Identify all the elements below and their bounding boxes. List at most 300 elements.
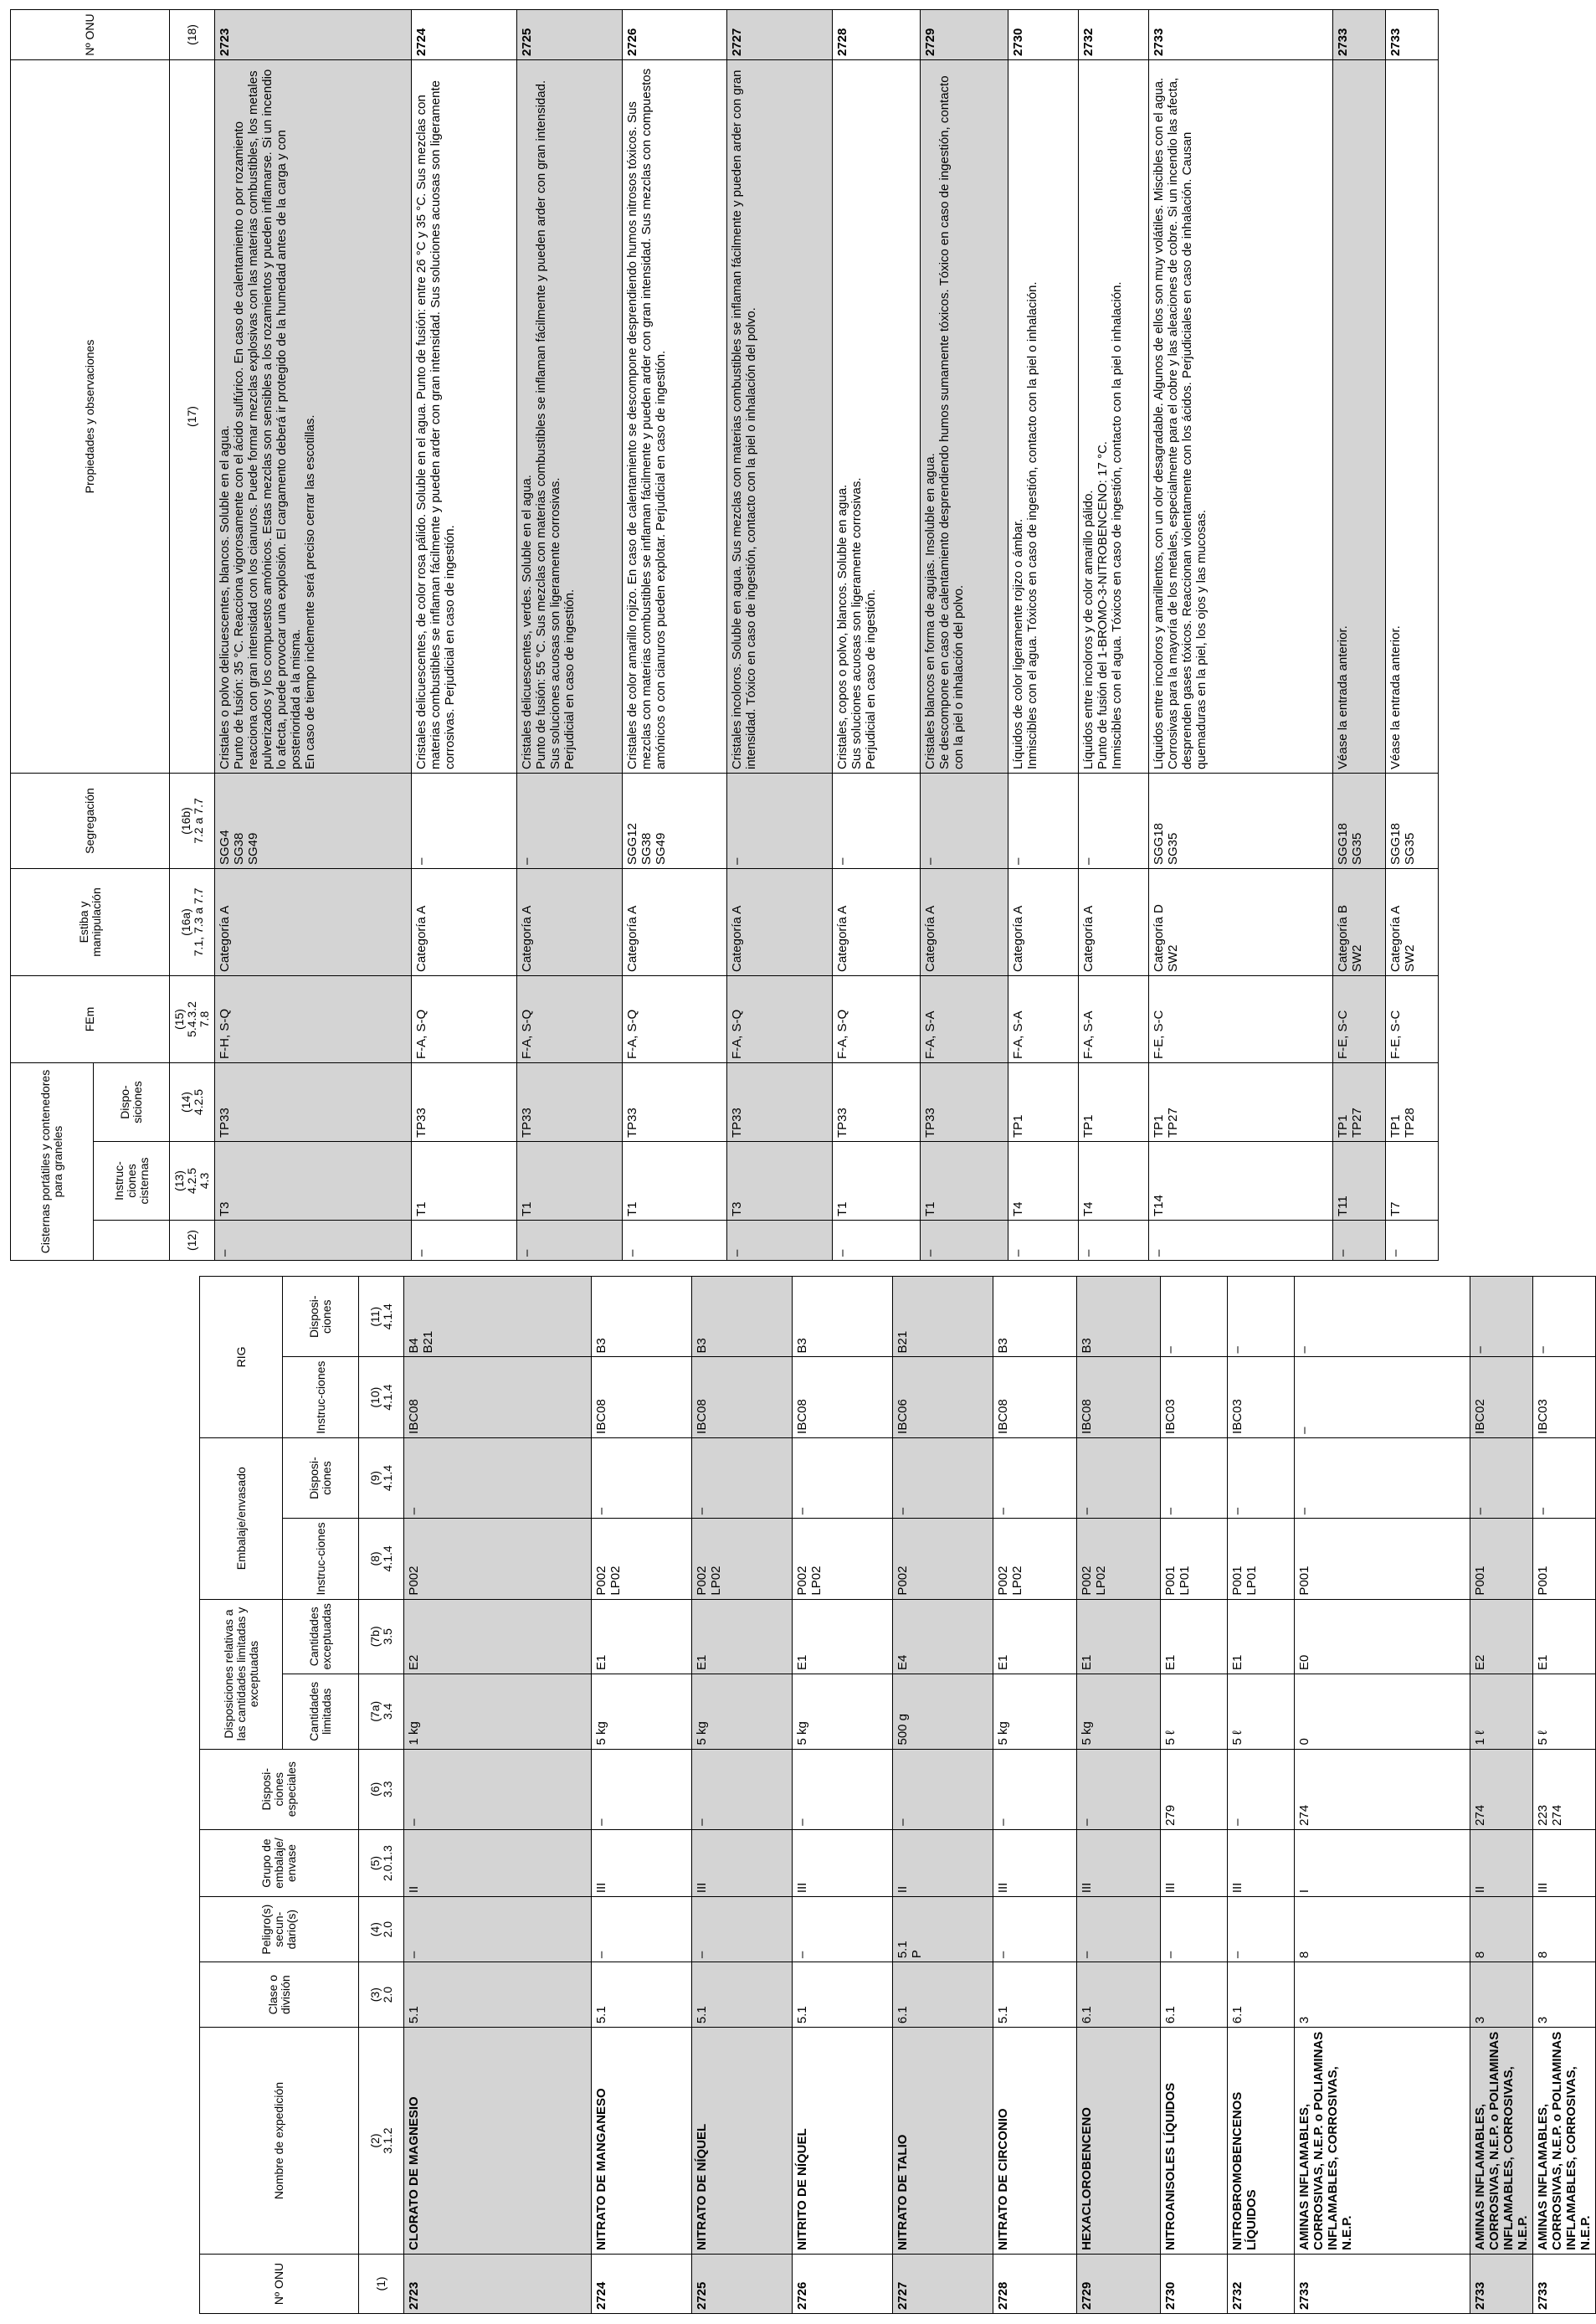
table-row — [1161, 1277, 1228, 2314]
cell-pg: III — [1533, 1829, 1596, 1896]
cell-c13: T1 — [411, 1142, 516, 1221]
cell-sp: 279 — [1161, 1749, 1228, 1829]
cell-pp: – — [1161, 1437, 1228, 1518]
cell-ibcp: B3 — [993, 1277, 1077, 1357]
cell-pi: P002 LP02 — [592, 1519, 692, 1599]
cell-ibc: IBC02 — [1470, 1357, 1533, 1437]
cell-c12: – — [215, 1221, 412, 1261]
cell-ibc: IBC08 — [793, 1357, 893, 1437]
cell-c17: Líquidos de color ligeramente rojizo o ámbar. Inmiscibles con el agua. Tóxicos en caso de ingestión, contacto con la piel o inhalación. — [1008, 60, 1079, 774]
cell-c12: – — [622, 1221, 727, 1261]
cell-sp: – — [993, 1749, 1077, 1829]
cell-lq: 5 kg — [993, 1674, 1077, 1749]
header-packing-provisions: Disposi-ciones — [283, 1437, 359, 1518]
cell-lq: 1 kg — [404, 1674, 592, 1749]
cell-pp: – — [1077, 1437, 1161, 1518]
cell-pg: III — [1161, 1829, 1228, 1896]
cell-un: 2729 — [1077, 2254, 1161, 2313]
cell-sub: 8 — [1295, 1897, 1470, 1962]
header-properties: Propiedades y observaciones — [11, 60, 170, 774]
table-row — [727, 10, 833, 1261]
cell-sp: – — [404, 1749, 592, 1829]
cell-pg: II — [1470, 1829, 1533, 1896]
cell-name: NITRATO DE CIRCONIO — [993, 2028, 1077, 2255]
cell-c13: T3 — [215, 1142, 412, 1221]
cell-c14: TP1 — [1008, 1063, 1079, 1142]
header-ibc-group: RIG — [200, 1277, 283, 1438]
cell-pg: III — [592, 1829, 692, 1896]
cell-cls: 6.1 — [1228, 1962, 1295, 2028]
cell-c18: 2727 — [727, 10, 833, 60]
left-table-body — [404, 1277, 1596, 2314]
cell-ibcp: B3 — [1077, 1277, 1161, 1357]
header-limited-quantities: Cantidades limitadas — [283, 1674, 359, 1749]
cell-c14: TP33 — [921, 1063, 1008, 1142]
cell-pi: P001 LP01 — [1228, 1519, 1295, 1599]
cell-cls: 5.1 — [404, 1962, 592, 2028]
colnum-2: (2) 3.1.2 — [359, 2028, 404, 2255]
header-packing-group: Grupo de embalaje/ envase — [200, 1829, 359, 1896]
cell-sub: – — [592, 1897, 692, 1962]
colnum-4: (4) 2.0 — [359, 1897, 404, 1962]
cell-c16b: – — [411, 774, 516, 869]
cell-eq: E1 — [1077, 1599, 1161, 1674]
cell-pi: P001 LP01 — [1161, 1519, 1228, 1599]
cell-eq: E1 — [1161, 1599, 1228, 1674]
cell-c18: 2733 — [1333, 10, 1386, 60]
cell-c15: F-A, S-Q — [411, 976, 516, 1063]
cell-c18: 2723 — [215, 10, 412, 60]
cell-c17: Cristales blancos en forma de agujas. Insoluble en agua. Se descompone en caso de calentamiento desprendiendo humos sumamente tóxicos. Tóxico en caso de ingestión, contacto con la piel o inhalación del polvo. — [921, 60, 1008, 774]
header-shipping-name: Nombre de expedición — [200, 2028, 359, 2255]
cell-name: NITROANISOLES LÍQUIDOS — [1161, 2028, 1228, 2255]
cell-pg: II — [893, 1829, 993, 1896]
cell-un: 2727 — [893, 2254, 993, 2313]
cell-pp: – — [404, 1437, 592, 1518]
cell-c15: F-A, S-A — [1078, 976, 1148, 1063]
cell-c15: F-A, S-Q — [516, 976, 622, 1063]
cell-cls: 5.1 — [692, 1962, 793, 2028]
cell-pi: P002 LP02 — [692, 1519, 793, 1599]
cell-eq: E0 — [1295, 1599, 1470, 1674]
colnum-18: (18) — [170, 10, 215, 60]
header-un-number: Nº ONU — [200, 2254, 359, 2313]
cell-ibcp: B4 B21 — [404, 1277, 592, 1357]
colnum-16a: (16a) 7.1, 7.3 a 7.7 — [170, 869, 215, 976]
cell-pi: P002 LP02 — [793, 1519, 893, 1599]
colnum-9: (9) 4.1.4 — [359, 1437, 404, 1518]
cell-c12: – — [921, 1221, 1008, 1261]
cell-c16b: – — [516, 774, 622, 869]
colnum-8: (8) 4.1.4 — [359, 1519, 404, 1599]
colnum-3: (3) 2.0 — [359, 1962, 404, 2028]
cell-c17: Cristales delicuescentes, de color rosa pálido. Soluble en el agua. Punto de fusión: entre 26 °C y 35 °C. Sus mezclas con materias combustibles se inflaman fácilmente y pueden arder con gran intensidad. Sus soluciones acuosas son ligeramente corrosivas. Perjudicial en caso de ingestión. — [411, 60, 516, 774]
cell-c18: 2733 — [1385, 10, 1438, 60]
table-row — [993, 1277, 1077, 2314]
cell-pp: – — [592, 1437, 692, 1518]
header-ibc-provisions: Disposi-ciones — [283, 1277, 359, 1357]
cell-cls: 6.1 — [1077, 1962, 1161, 2028]
cell-pi: P001 — [1470, 1519, 1533, 1599]
colnum-14: (14) 4.2.5 — [170, 1063, 215, 1142]
cell-c18: 2724 — [411, 10, 516, 60]
cell-eq: E1 — [592, 1599, 692, 1674]
cell-ibcp: B3 — [692, 1277, 793, 1357]
cell-c16a: Categoría A — [622, 869, 727, 976]
colnum-7b: (7b) 3.5 — [359, 1599, 404, 1674]
cell-un: 2725 — [692, 2254, 793, 2313]
cell-c14: TP1 TP28 — [1385, 1063, 1438, 1142]
cell-c12: – — [833, 1221, 921, 1261]
cell-c12: – — [1078, 1221, 1148, 1261]
cell-cls: 3 — [1470, 1962, 1533, 2028]
colnum-5: (5) 2.0.1.3 — [359, 1829, 404, 1896]
cell-sp: – — [692, 1749, 793, 1829]
cell-c18: 2729 — [921, 10, 1008, 60]
table-row — [1008, 10, 1079, 1261]
table-row — [215, 10, 412, 1261]
cell-pi: P002 LP02 — [993, 1519, 1077, 1599]
cell-c18: 2732 — [1078, 10, 1148, 60]
cell-c12: – — [727, 1221, 833, 1261]
table-row — [1077, 1277, 1161, 2314]
cell-sub: – — [993, 1897, 1077, 1962]
cell-sp: – — [793, 1749, 893, 1829]
table-row — [1470, 1277, 1533, 2314]
cell-c16a: Categoría A — [215, 869, 412, 976]
cell-ibcp: – — [1295, 1277, 1470, 1357]
cell-ibcp: – — [1533, 1277, 1596, 1357]
cell-lq: 1 ℓ — [1470, 1674, 1533, 1749]
cell-c12: – — [1008, 1221, 1079, 1261]
cell-c16a: Categoría A — [1008, 869, 1079, 976]
cell-ibc: IBC06 — [893, 1357, 993, 1437]
cell-sub: 8 — [1470, 1897, 1533, 1962]
cell-cls: 5.1 — [793, 1962, 893, 2028]
cell-c16b: – — [1008, 774, 1079, 869]
right-table-body — [215, 10, 1439, 1261]
cell-sub: – — [1228, 1897, 1295, 1962]
cell-ibcp: B21 — [893, 1277, 993, 1357]
cell-ibc: IBC08 — [592, 1357, 692, 1437]
cell-ibc: IBC08 — [404, 1357, 592, 1437]
header-ibc-instructions: Instruc-ciones — [283, 1357, 359, 1437]
table-row — [1533, 1277, 1596, 2314]
table-row — [893, 1277, 993, 2314]
cell-c16a: Categoría D SW2 — [1148, 869, 1332, 976]
table-row — [411, 10, 516, 1261]
cell-c16a: Categoría A — [411, 869, 516, 976]
cell-c17: Líquidos entre incoloros y de color amarillo pálido. Punto de fusión del 1-BROMO-3-NITROBENCENO: 17 °C. Inmiscibles con el agua. Tóxicos en caso de ingestión, contacto con la piel o inhalación. — [1078, 60, 1148, 774]
cell-c16a: Categoría A — [727, 869, 833, 976]
table-row — [692, 1277, 793, 2314]
cell-un: 2733 — [1295, 2254, 1470, 2313]
header-packaging-group: Embalaje/envasado — [200, 1437, 283, 1599]
cell-name: AMINAS INFLAMABLES, CORROSIVAS, N.E.P. o POLIAMINAS INFLAMABLES, CORROSIVAS, N.E.P. — [1533, 2028, 1596, 2255]
cell-pg: III — [993, 1829, 1077, 1896]
cell-name: NITRITO DE NÍQUEL — [793, 2028, 893, 2255]
colnum-17: (17) — [170, 60, 215, 774]
header-special-provisions: Disposi-ciones especiales — [200, 1749, 359, 1829]
cell-c13: T1 — [921, 1142, 1008, 1221]
cell-c17: Cristales o polvo delicuescentes, blancos. Soluble en el agua. Punto de fusión: 35 °C. Reacciona vigorosamente con el ácido sulfúrico. En caso de calentamiento o por rozamiento reacciona con gran intensidad con los cianuros. Puede formar mezclas explosivas con las materias combustibles, los metales pulverizados y los compuestos amónicos. Estas mezclas son sensibles a los rozamientos y pueden inflamarse. Si un incendio lo afecta, puede provocar una explosión. El cargamento deberá ir protegido de la humedad antes de la carga y con posterioridad a la misma. En caso de tiempo inclemente será preciso cerrar las escotillas. — [215, 60, 412, 774]
cell-lq: 5 kg — [692, 1674, 793, 1749]
cell-un: 2733 — [1470, 2254, 1533, 2313]
cell-pi: P001 — [1533, 1519, 1596, 1599]
colnum-7a: (7a) 3.4 — [359, 1674, 404, 1749]
cell-pp: – — [1533, 1437, 1596, 1518]
cell-c12: – — [411, 1221, 516, 1261]
cell-sub: – — [692, 1897, 793, 1962]
cell-eq: E2 — [1470, 1599, 1533, 1674]
cell-pi: P002 — [404, 1519, 592, 1599]
cell-lq: 5 ℓ — [1228, 1674, 1295, 1749]
cell-sp: 274 — [1295, 1749, 1470, 1829]
cell-c14: TP33 — [727, 1063, 833, 1142]
cell-c16b: SGG4 SG38 SG49 — [215, 774, 412, 869]
cell-name: CLORATO DE MAGNESIO — [404, 2028, 592, 2255]
cell-c16b: – — [727, 774, 833, 869]
cell-c14: TP33 — [622, 1063, 727, 1142]
cell-ibc: IBC08 — [993, 1357, 1077, 1437]
header-tank-instructions: Instruc-ciones cisternas — [94, 1142, 170, 1221]
cell-c16b: – — [921, 774, 1008, 869]
cell-cls: 5.1 — [993, 1962, 1077, 2028]
cell-c15: F-E, S-C — [1333, 976, 1386, 1063]
cell-c15: F-A, S-Q — [833, 976, 921, 1063]
table-row — [1078, 10, 1148, 1261]
cell-c16a: Categoría A — [833, 869, 921, 976]
cell-eq: E1 — [1228, 1599, 1295, 1674]
table-row — [1333, 10, 1386, 1261]
cell-c16a: Categoría A SW2 — [1385, 869, 1438, 976]
cell-cls: 3 — [1295, 1962, 1470, 2028]
header-stowage: Estiba y manipulación — [11, 869, 170, 976]
cell-c12: – — [1385, 1221, 1438, 1261]
cell-sp: – — [1077, 1749, 1161, 1829]
cell-sp: 223 274 — [1533, 1749, 1596, 1829]
header-packing-instructions: Instruc-ciones — [283, 1519, 359, 1599]
table-row — [1385, 10, 1438, 1261]
table-row — [516, 10, 622, 1261]
cell-un: 2733 — [1533, 2254, 1596, 2313]
table-row — [622, 10, 727, 1261]
cell-lq: 0 — [1295, 1674, 1470, 1749]
cell-c14: TP1 TP27 — [1148, 1063, 1332, 1142]
cell-c13: T1 — [516, 1142, 622, 1221]
cell-name: NITRATO DE TALIO — [893, 2028, 993, 2255]
cell-c13: T4 — [1078, 1142, 1148, 1221]
cell-pi: P002 — [893, 1519, 993, 1599]
cell-sp: – — [1228, 1749, 1295, 1829]
cell-c17: Véase la entrada anterior. — [1385, 60, 1438, 774]
cell-un: 2732 — [1228, 2254, 1295, 2313]
cell-c15: F-A, S-Q — [727, 976, 833, 1063]
cell-c15: F-H, S-Q — [215, 976, 412, 1063]
cell-pg: III — [1077, 1829, 1161, 1896]
cell-c16a: Categoría B SW2 — [1333, 869, 1386, 976]
cell-sub: 8 — [1533, 1897, 1596, 1962]
cell-lq: 500 g — [893, 1674, 993, 1749]
cell-ibcp: B3 — [793, 1277, 893, 1357]
header-excepted-quantities: Cantidades exceptuadas — [283, 1599, 359, 1674]
cell-c16b: SGG18 SG35 — [1333, 774, 1386, 869]
table-row — [833, 10, 921, 1261]
cell-c13: T1 — [833, 1142, 921, 1221]
cell-sp: – — [592, 1749, 692, 1829]
cell-pp: – — [1228, 1437, 1295, 1518]
cell-lq: 5 kg — [592, 1674, 692, 1749]
cell-c14: TP33 — [516, 1063, 622, 1142]
colnum-13: (13) 4.2.5 4.3 — [170, 1142, 215, 1221]
cell-c18: 2730 — [1008, 10, 1079, 60]
cell-c16b: – — [1078, 774, 1148, 869]
cell-c16b: SGG18 SG35 — [1385, 774, 1438, 869]
cell-un: 2723 — [404, 2254, 592, 2313]
cell-c13: T1 — [622, 1142, 727, 1221]
header-segregation: Segregación — [11, 774, 170, 869]
cell-name: NITRATO DE MANGANESO — [592, 2028, 692, 2255]
cell-c15: F-E, S-C — [1385, 976, 1438, 1063]
cell-name: AMINAS INFLAMABLES, CORROSIVAS, N.E.P. o POLIAMINAS INFLAMABLES, CORROSIVAS, N.E.P. — [1295, 2028, 1470, 2255]
colnum-15: (15) 5.4.3.2 7.8 — [170, 976, 215, 1063]
cell-pp: – — [692, 1437, 793, 1518]
cell-c17: Cristales de color amarillo rojizo. En caso de calentamiento se descompone desprendiendo humos nitrosos tóxicos. Sus mezclas con materias combustibles se inflaman fácilmente y pueden arder con gran intensidad. Sus mezclas con compuestos amónicos o con cianuros pueden explotar. Perjudicial en caso de ingestión. — [622, 60, 727, 774]
cell-c17: Líquidos entre incoloros y amarillentos, con un olor desagradable. Algunos de ellos son muy volátiles. Miscibles con el agua. Corrosivas para la mayoría de los metales, especialmente para el cobre y las aleaciones de cobre. Si un incendio las afecta, desprenden gases tóxicos. Reaccionan violentamente con los ácidos. Perjudiciales en caso de inhalación. Causan quemaduras en la piel, los ojos y las mucosas. — [1148, 60, 1332, 774]
cell-name: AMINAS INFLAMABLES, CORROSIVAS, N.E.P. o POLIAMINAS INFLAMABLES, CORROSIVAS, N.E.P. — [1470, 2028, 1533, 2255]
cell-c13: T7 — [1385, 1142, 1438, 1221]
table-row — [1228, 1277, 1295, 2314]
cell-c16a: Categoría A — [516, 869, 622, 976]
header-tanks-group: Cisternas portátiles y contenedores para graneles — [11, 1063, 94, 1261]
table-row — [793, 1277, 893, 2314]
cell-un: 2724 — [592, 2254, 692, 2313]
cell-c18: 2728 — [833, 10, 921, 60]
header-col12-blank — [94, 1221, 170, 1261]
cell-eq: E1 — [1533, 1599, 1596, 1674]
cell-eq: E1 — [993, 1599, 1077, 1674]
cell-pi: P002 LP02 — [1077, 1519, 1161, 1599]
colnum-16b: (16b) 7.2 a 7.7 — [170, 774, 215, 869]
cell-c17: Cristales, copos o polvo, blancos. Soluble en agua. Sus soluciones acuosas son ligeramente corrosivas. Perjudicial en caso de ingestión. — [833, 60, 921, 774]
colnum-1: (1) — [359, 2254, 404, 2313]
cell-lq: 5 ℓ — [1533, 1674, 1596, 1749]
cell-ibc: IBC03 — [1161, 1357, 1228, 1437]
cell-eq: E1 — [692, 1599, 793, 1674]
cell-c17: Cristales incoloros. Soluble en agua. Sus mezclas con materias combustibles se inflaman fácilmente y pueden arder con gran intensidad. Tóxico en caso de ingestión, contacto con la piel o inhalación del polvo. — [727, 60, 833, 774]
cell-c13: T14 — [1148, 1142, 1332, 1221]
cell-un: 2726 — [793, 2254, 893, 2313]
cell-c14: TP33 — [411, 1063, 516, 1142]
cell-cls: 5.1 — [592, 1962, 692, 2028]
cell-c16b: SGG12 SG38 SG49 — [622, 774, 727, 869]
table-row — [404, 1277, 592, 2314]
cell-c13: T4 — [1008, 1142, 1079, 1221]
cell-pp: – — [993, 1437, 1077, 1518]
cell-sub: – — [404, 1897, 592, 1962]
cell-lq: 5 kg — [793, 1674, 893, 1749]
cell-ibc: IBC03 — [1533, 1357, 1596, 1437]
cell-name: NITROBROMOBENCENOS LÍQUIDOS — [1228, 2028, 1295, 2255]
cell-c12: – — [1333, 1221, 1386, 1261]
cell-ibcp: – — [1161, 1277, 1228, 1357]
cell-c16b: – — [833, 774, 921, 869]
cell-pi: P001 — [1295, 1519, 1470, 1599]
dangerous-goods-table-right — [10, 9, 1439, 1261]
cell-pg: I — [1295, 1829, 1470, 1896]
cell-c15: F-A, S-A — [1008, 976, 1079, 1063]
cell-un: 2728 — [993, 2254, 1077, 2313]
cell-c16b: SGG18 SG35 — [1148, 774, 1332, 869]
cell-c16a: Categoría A — [1078, 869, 1148, 976]
cell-sub: – — [1161, 1897, 1228, 1962]
cell-pg: II — [404, 1829, 592, 1896]
cell-c12: – — [1148, 1221, 1332, 1261]
cell-c18: 2733 — [1148, 10, 1332, 60]
cell-c15: F-E, S-C — [1148, 976, 1332, 1063]
cell-c12: – — [516, 1221, 622, 1261]
cell-c14: TP33 — [215, 1063, 412, 1142]
table-row — [1295, 1277, 1470, 2314]
colnum-12: (12) — [170, 1221, 215, 1261]
cell-pg: III — [692, 1829, 793, 1896]
cell-c15: F-A, S-Q — [622, 976, 727, 1063]
header-tank-provisions: Dispo-siciones — [94, 1063, 170, 1142]
cell-c16a: Categoría A — [921, 869, 1008, 976]
table-row — [921, 10, 1008, 1261]
cell-pp: – — [1295, 1437, 1470, 1518]
cell-ibc: IBC08 — [692, 1357, 793, 1437]
cell-ibcp: – — [1470, 1277, 1533, 1357]
cell-c14: TP1 TP27 — [1333, 1063, 1386, 1142]
cell-c17: Véase la entrada anterior. — [1333, 60, 1386, 774]
cell-eq: E1 — [793, 1599, 893, 1674]
cell-c15: F-A, S-A — [921, 976, 1008, 1063]
cell-c18: 2725 — [516, 10, 622, 60]
cell-lq: 5 kg — [1077, 1674, 1161, 1749]
header-class: Clase o división — [200, 1962, 359, 2028]
cell-eq: E2 — [404, 1599, 592, 1674]
cell-cls: 6.1 — [893, 1962, 993, 2028]
cell-c17: Cristales delicuescentes, verdes. Soluble en el agua. Punto de fusión: 55 °C. Sus mezclas con materias combustibles se inflaman fácilmente y pueden arder con gran intensidad. Sus soluciones acuosas son ligeramente corrosivas. Perjudicial en caso de ingestión. — [516, 60, 622, 774]
cell-name: NITRATO DE NÍQUEL — [692, 2028, 793, 2255]
cell-sub: 5.1 P — [893, 1897, 993, 1962]
cell-cls: 3 — [1533, 1962, 1596, 2028]
cell-c14: TP1 — [1078, 1063, 1148, 1142]
cell-sub: – — [1077, 1897, 1161, 1962]
cell-ibc: – — [1295, 1357, 1470, 1437]
colnum-11: (11) 4.1.4 — [359, 1277, 404, 1357]
colnum-10: (10) 4.1.4 — [359, 1357, 404, 1437]
cell-name: HEXACLOROBENCENO — [1077, 2028, 1161, 2255]
table-row — [592, 1277, 692, 2314]
cell-pp: – — [1470, 1437, 1533, 1518]
cell-ibcp: – — [1228, 1277, 1295, 1357]
cell-c13: T11 — [1333, 1142, 1386, 1221]
cell-eq: E4 — [893, 1599, 993, 1674]
cell-pp: – — [793, 1437, 893, 1518]
header-ems: FEm — [11, 976, 170, 1063]
header-subsidiary-hazard: Peligro(s) secun-dario(s) — [200, 1897, 359, 1962]
cell-c14: TP33 — [833, 1063, 921, 1142]
header-un-number-right: Nº ONU — [11, 10, 170, 60]
cell-ibc: IBC03 — [1228, 1357, 1295, 1437]
colnum-6: (6) 3.3 — [359, 1749, 404, 1829]
header-limited-excepted-group: Disposiciones relativas a las cantidades limitadas y exceptuadas — [200, 1599, 283, 1749]
cell-pp: – — [893, 1437, 993, 1518]
cell-un: 2730 — [1161, 2254, 1228, 2313]
cell-pg: III — [1228, 1829, 1295, 1896]
